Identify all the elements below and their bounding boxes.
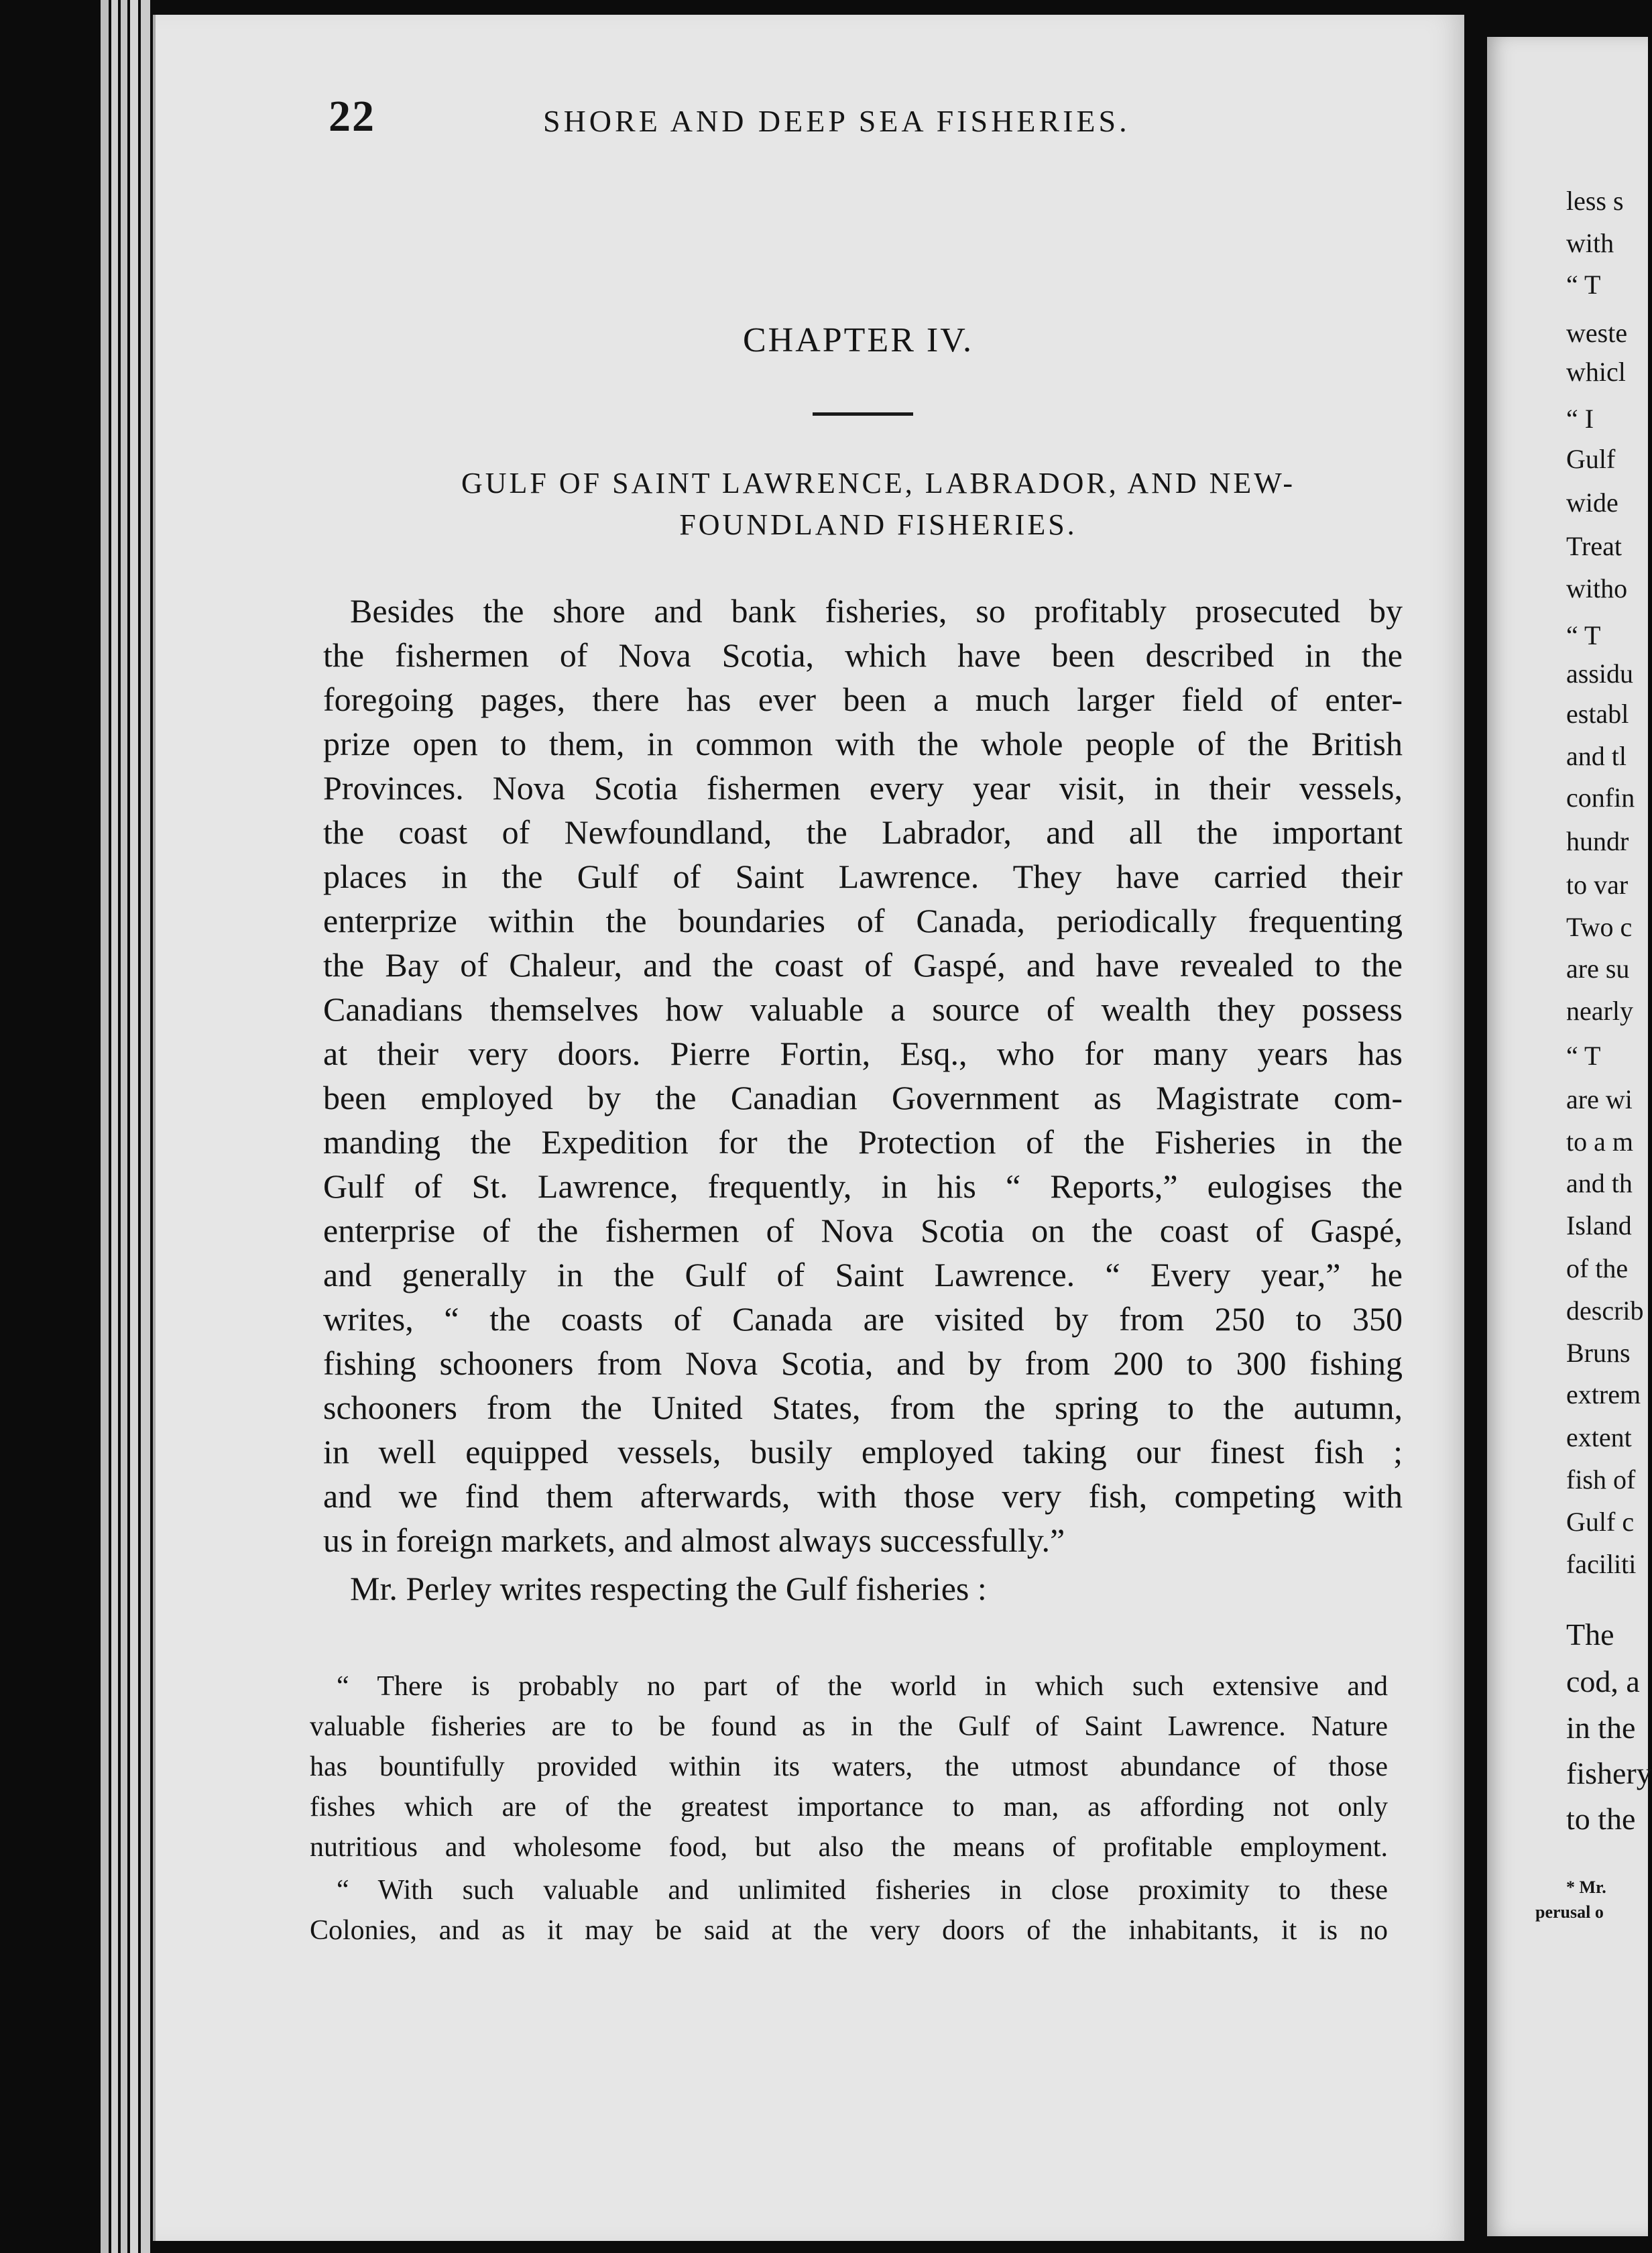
facing-page-fragment: “ T [1566, 270, 1601, 300]
quote-line: fishes which are of the greatest importance to man, as affording not only [310, 1792, 1388, 1823]
page-edge [121, 0, 127, 2253]
facing-page-fragment: Gulf c [1566, 1507, 1635, 1537]
facing-page-fragment: and tl [1566, 741, 1627, 771]
facing-page-fragment: witho [1566, 573, 1628, 603]
facing-page-fragment: are su [1566, 954, 1630, 984]
facing-page-fragment: cod, a [1566, 1664, 1640, 1698]
body-line: Canadians themselves how valuable a source of wealth they possess [323, 990, 1403, 1028]
quote-line: valuable fisheries are to be found as in the Gulf of Saint Lawrence. Nature [310, 1711, 1388, 1742]
facing-page-fragment: fishery [1566, 1756, 1652, 1790]
page-edge [111, 0, 118, 2253]
page-edge [101, 0, 109, 2253]
facing-page-footnote-fragment: * Mr. [1566, 1877, 1606, 1897]
facing-page-fragment: “ I [1566, 404, 1594, 434]
body-line: places in the Gulf of Saint Lawrence. They have carried their [323, 858, 1403, 895]
body-line: and we find them afterwards, with those very fish, competing with [323, 1477, 1403, 1515]
facing-page-fragment: The [1566, 1617, 1614, 1652]
body-line: writes, “ the coasts of Canada are visited by from 250 to 350 [323, 1300, 1403, 1338]
body-line: been employed by the Canadian Government as Magistrate com- [323, 1079, 1403, 1116]
facing-page-fragment: in the [1566, 1711, 1636, 1745]
body-line: Besides the shore and bank fisheries, so profitably prosecuted by [350, 592, 1403, 630]
facing-page-fragment: of the [1566, 1253, 1629, 1283]
facing-page-fragment: to a m [1566, 1126, 1633, 1157]
facing-page-fragment: assidu [1566, 658, 1633, 689]
body-line: in well equipped vessels, busily employed taking our finest fish ; [323, 1433, 1403, 1470]
facing-page-fragment: establ [1566, 699, 1629, 729]
facing-page-fragment: less s [1566, 186, 1624, 216]
facing-page-fragment: wide [1566, 487, 1618, 518]
body-line: us in foreign markets, and almost always successfully.” [323, 1521, 1065, 1559]
chapter-subtitle-line-1: GULF OF SAINT LAWRENCE, LABRADOR, AND NEW- [461, 467, 1296, 500]
facing-page-fragment: extent [1566, 1422, 1632, 1452]
quote-line: “ With such valuable and unlimited fisheries in close proximity to these [337, 1875, 1388, 1906]
facing-page-fragment: describ [1566, 1295, 1644, 1326]
facing-page-fragment: weste [1566, 318, 1628, 348]
body-line: and generally in the Gulf of Saint Lawrence. “ Every year,” he [323, 1256, 1403, 1293]
facing-page-fragment: to var [1566, 870, 1629, 900]
facing-page-fragment: faciliti [1566, 1549, 1637, 1579]
body-line: enterprise of the fishermen of Nova Scotia on the coast of Gaspé, [323, 1212, 1403, 1249]
body-line: at their very doors. Pierre Fortin, Esq., who for many years has [323, 1035, 1403, 1072]
chapter-subtitle-line-2: FOUNDLAND FISHERIES. [679, 508, 1077, 541]
facing-page-fragment: “ T [1566, 1041, 1601, 1071]
page-edge [130, 0, 138, 2253]
chapter-title: CHAPTER IV. [742, 321, 974, 359]
facing-page-fragment: and th [1566, 1168, 1633, 1198]
running-head [329, 91, 1401, 145]
facing-page-fragment: with [1566, 228, 1614, 258]
body-line: fishing schooners from Nova Scotia, and by from 200 to 300 fishing [323, 1344, 1403, 1382]
facing-page-fragment: extrem [1566, 1379, 1641, 1409]
facing-page-fragment: Bruns [1566, 1338, 1631, 1368]
body-line: Gulf of St. Lawrence, frequently, in his “ Reports,” eulogises the [323, 1167, 1403, 1205]
body-line: enterprize within the boundaries of Canada, periodically frequenting [323, 902, 1403, 939]
body-line: the Bay of Chaleur, and the coast of Gaspé, and have revealed to the [323, 946, 1403, 984]
facing-page-fragment: confin [1566, 783, 1635, 813]
facing-page-fragment: “ T [1566, 620, 1601, 650]
body-line: the coast of Newfoundland, the Labrador, and all the important [323, 813, 1403, 851]
body-line: schooners from the United States, from the spring to the autumn, [323, 1389, 1403, 1426]
facing-page-footnote-fragment: perusal o [1535, 1902, 1604, 1922]
quote-line: “ There is probably no part of the world in which such extensive and [337, 1671, 1388, 1702]
quote-line: has bountifully provided within its waters, the utmost abundance of those [310, 1751, 1388, 1782]
body-line: prize open to them, in common with the whole people of the British [323, 725, 1403, 762]
facing-page-fragment: Two c [1566, 912, 1633, 942]
facing-page-fragment: Island [1566, 1210, 1632, 1240]
facing-page-fragment: to the [1566, 1802, 1636, 1836]
facing-page-fragment: hundr [1566, 826, 1629, 856]
facing-page-fragment: are wi [1566, 1084, 1633, 1114]
quote-line: Colonies, and as it may be said at the very doors of the inhabitants, it is no [310, 1915, 1388, 1946]
facing-page-fragment: nearly [1566, 996, 1633, 1026]
quote-line: nutritious and wholesome food, but also the means of profitable employment. [310, 1832, 1388, 1863]
page-number: 22 [329, 92, 375, 141]
facing-page-fragment: Gulf [1566, 444, 1616, 474]
chapter-rule [813, 412, 913, 416]
body-line: the fishermen of Nova Scotia, which have been described in the [323, 636, 1403, 674]
body-line: Mr. Perley writes respecting the Gulf fisheries : [350, 1570, 987, 1607]
facing-page-fragment: Treat [1566, 531, 1622, 561]
body-line: Provinces. Nova Scotia fishermen every year visit, in their vessels, [323, 769, 1403, 807]
page-edge [141, 0, 150, 2253]
facing-page-fragment: whicl [1566, 357, 1626, 387]
body-line: foregoing pages, there has ever been a much larger field of enter- [323, 681, 1403, 718]
facing-page-fragment: fish of [1566, 1464, 1636, 1495]
body-line: manding the Expedition for the Protection of the Fisheries in the [323, 1123, 1403, 1161]
chapter-subtitle [375, 463, 1381, 546]
running-title: SHORE AND DEEP SEA FISHERIES. [543, 104, 1130, 138]
